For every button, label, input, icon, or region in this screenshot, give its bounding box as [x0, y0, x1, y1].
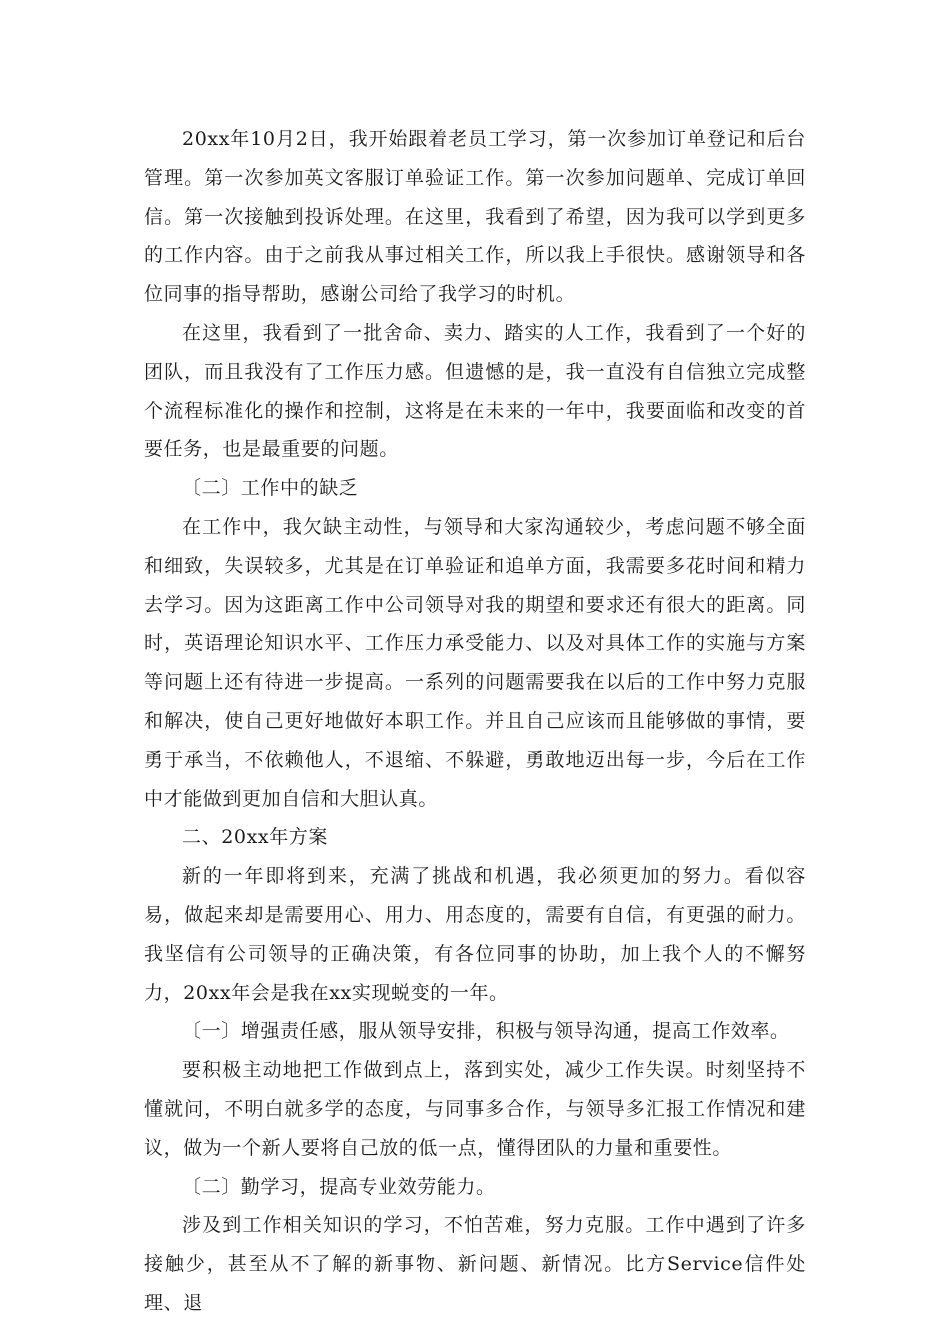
paragraph-new-year: 新的一年即将到来，充满了挑战和机遇，我必须更加的努力。看似容易，做起来却是需要用心、用力、用态度的，需要有自信，有更强的耐力。我坚信有公司领导的正确决策，有各位同事的协助，加上我个人的不懈努力，20xx年会是我在xx实现蜕变的一年。 [144, 865, 806, 1004]
paragraph-responsibility: 要积极主动地把工作做到点上，落到实处，减少工作失误。时刻坚持不懂就问，不明白就多学的态度，与同事多合作，与领导多汇报工作情况和建议，做为一个新人要将自己放的低一点，懂得团队的力量和重要性。 [144, 1059, 806, 1159]
paragraph-first-days: 20xx年10月2日，我开始跟着老员工学习，第一次参加订单登记和后台管理。第一次参加英文客服订单验证工作。第一次参加问题单、完成订单回信。第一次接触到投诉处理。在这里，我看到了希望，因为我可以学到更多的工作内容。由于之前我从事过相关工作，所以我上手很快。感谢领导和各位同事的指导帮助，感谢公司给了我学习的时机。 [144, 128, 806, 306]
paragraph-study: 涉及到工作相关知识的学习，不怕苦难，努力克服。工作中遇到了许多接触少，甚至从不了解的新事物、新问题、新情况。比方Service信件处理、退 [144, 1214, 806, 1314]
paragraph-shortcomings: 在工作中，我欠缺主动性，与领导和大家沟通较少，考虑问题不够全面和细致，失误较多，尤其是在订单验证和追单方面，我需要多花时间和精力去学习。因为这距离工作中公司领导对我的期望和要求还有很大的距离。同时，英语理论知识水平、工作压力承受能力、以及对具体工作的实施与方案等问题上还有待进一步提高。一系列的问题需要我在以后的工作中努力克服和解决，使自己更好地做好本职工作。并且自己应该而且能够做的事情，要勇于承当，不依赖他人，不退缩、不躲避，勇敢地迈出每一步，今后在工作中才能做到更加自信和大胆认真。 [144, 515, 806, 810]
subheading-responsibility: 〔一〕增强责任感，服从领导安排，积极与领导沟通，提高工作效率。 [182, 1020, 790, 1043]
section-heading-shortcomings: 〔二〕工作中的缺乏 [182, 477, 359, 500]
section-heading-plan: 二、20xx年方案 [182, 826, 329, 849]
subheading-study: 〔二〕勤学习，提高专业效劳能力。 [182, 1175, 496, 1198]
document-page [144, 120, 806, 1323]
paragraph-team-reflection: 在这里，我看到了一批舍命、卖力、踏实的人工作，我看到了一个好的团队，而且我没有了工作压力感。但遗憾的是，我一直没有自信独立完成整个流程标准化的操作和控制，这将是在未来的一年中，我要面临和改变的首要任务，也是最重要的问题。 [144, 321, 806, 461]
